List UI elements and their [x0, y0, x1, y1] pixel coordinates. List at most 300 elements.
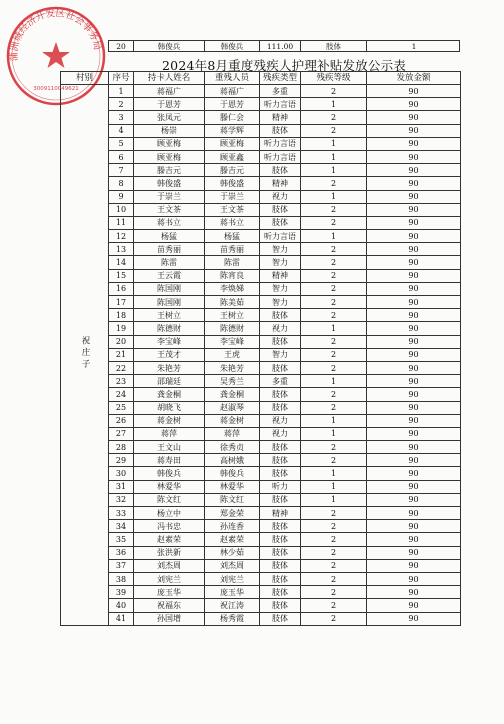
cell-amount: 90 [367, 230, 461, 243]
cell-disability-grade: 2 [301, 533, 367, 546]
cell-amount: 90 [367, 599, 461, 612]
table-row [61, 546, 461, 559]
table-row [61, 361, 461, 374]
cell-disability-type: 精神 [260, 111, 301, 124]
cell-seq: 2 [109, 98, 134, 111]
cell-amount: 90 [367, 124, 461, 137]
cell-disabled-person: 孙连香 [205, 520, 260, 533]
cell-disabled-person: 郑金荣 [205, 507, 260, 520]
cell-seq: 32 [109, 493, 134, 506]
cell-disabled-person: 蒋学辉 [205, 124, 260, 137]
cell-card-holder: 陈国刚 [134, 296, 205, 309]
cell-amount: 90 [367, 256, 461, 269]
cell-card-holder: 韩俊盛 [134, 177, 205, 190]
cell-amount: 90 [367, 361, 461, 374]
cell-seq: 25 [109, 401, 134, 414]
cell-seq: 5 [109, 137, 134, 150]
cell-amount: 90 [367, 533, 461, 546]
cell-seq: 21 [109, 348, 134, 361]
cell-disability-type: 肢体 [260, 599, 301, 612]
cell-card-holder: 顾亚梅 [134, 150, 205, 163]
cell-seq: 22 [109, 361, 134, 374]
cell-disabled-person: 于崇兰 [205, 190, 260, 203]
cell-amount: 90 [367, 586, 461, 599]
cell-disability-grade: 2 [301, 612, 367, 625]
cell-disabled-person: 蒋书立 [205, 216, 260, 229]
cell-amount: 90 [367, 507, 461, 520]
cell-card-holder: 林爱华 [134, 480, 205, 493]
cell-disability-type: 肢体 [260, 559, 301, 572]
cell-amount: 90 [367, 612, 461, 625]
table-row [61, 612, 461, 625]
table-row [61, 520, 461, 533]
cell-disabled-person: 蒋福广 [205, 85, 260, 98]
cell-card-holder: 龚金桐 [134, 388, 205, 401]
cell-disability-grade: 2 [301, 335, 367, 348]
cell-disability-type: 肢体 [260, 586, 301, 599]
cell-amount: 90 [367, 203, 461, 216]
cell-amount: 90 [367, 190, 461, 203]
cell-seq: 16 [109, 282, 134, 295]
cell-card-holder: 张洪新 [134, 546, 205, 559]
cell-disabled-person: 蒋萍 [205, 427, 260, 440]
cell-disabled-person: 吴秀兰 [205, 375, 260, 388]
cell-card-holder: 杨崇 [134, 124, 205, 137]
cell-seq: 31 [109, 480, 134, 493]
header-card-holder: 持卡人姓名 [134, 72, 205, 85]
cell-disability-type: 肢体 [260, 164, 301, 177]
table-row [61, 599, 461, 612]
cell-card-holder: 陈雷 [134, 256, 205, 269]
cell-card-holder: 李宝峰 [134, 335, 205, 348]
cell-seq: 11 [109, 216, 134, 229]
cell-disability-grade: 2 [301, 586, 367, 599]
cell-disability-grade: 2 [301, 243, 367, 256]
cell-card-holder: 祝福东 [134, 599, 205, 612]
cell-disability-type: 智力 [260, 282, 301, 295]
cell-seq: 10 [109, 203, 134, 216]
cell-disabled-person: 王文茶 [205, 203, 260, 216]
cell-disabled-person: 李宝峰 [205, 335, 260, 348]
table-row [61, 335, 461, 348]
cell-seq: 3 [109, 111, 134, 124]
table-header-row [61, 72, 461, 85]
cell-disability-grade: 1 [301, 322, 367, 335]
cell-disability-type: 视力 [260, 322, 301, 335]
cell-amount: 90 [367, 335, 461, 348]
cell-disability-grade: 2 [301, 269, 367, 282]
cell-disabled-person: 刘杰周 [205, 559, 260, 572]
cell-seq: 28 [109, 441, 134, 454]
cell-disability-grade: 2 [301, 111, 367, 124]
cell-card-holder: 刘宪兰 [134, 572, 205, 585]
cell-disability-type: 肢体 [260, 520, 301, 533]
cell-card-holder: 滕吉元 [134, 164, 205, 177]
cell-disabled-person: 杨猛 [205, 230, 260, 243]
cell-disabled-person: 滕仁会 [205, 111, 260, 124]
table-row [61, 190, 461, 203]
table-row [61, 454, 461, 467]
cell-disability-grade: 2 [301, 401, 367, 414]
cell-disabled-person: 林少茹 [205, 546, 260, 559]
table-row [61, 533, 461, 546]
cell-card-holder: 冯书忠 [134, 520, 205, 533]
prev-row-disabled: 韩俊兵 [205, 41, 260, 52]
cell-disabled-person: 刘宪兰 [205, 572, 260, 585]
cell-disability-grade: 1 [301, 190, 367, 203]
cell-card-holder: 顾亚梅 [134, 137, 205, 150]
cell-amount: 90 [367, 309, 461, 322]
cell-amount: 90 [367, 493, 461, 506]
cell-amount: 90 [367, 559, 461, 572]
table-row [61, 150, 461, 163]
cell-disability-type: 肢体 [260, 612, 301, 625]
cell-amount: 90 [367, 282, 461, 295]
cell-amount: 90 [367, 520, 461, 533]
cell-seq: 4 [109, 124, 134, 137]
cell-disabled-person: 王树立 [205, 309, 260, 322]
cell-amount: 90 [367, 243, 461, 256]
cell-disability-grade: 1 [301, 480, 367, 493]
cell-card-holder: 刘杰周 [134, 559, 205, 572]
cell-disability-type: 听力言语 [260, 230, 301, 243]
cell-disability-type: 智力 [260, 256, 301, 269]
cell-seq: 20 [109, 335, 134, 348]
cell-disability-grade: 2 [301, 559, 367, 572]
cell-card-holder: 张凤元 [134, 111, 205, 124]
cell-card-holder: 邵瑞廷 [134, 375, 205, 388]
cell-amount: 90 [367, 111, 461, 124]
cell-seq: 35 [109, 533, 134, 546]
cell-disability-grade: 2 [301, 256, 367, 269]
cell-disability-type: 精神 [260, 269, 301, 282]
cell-disability-type: 肢体 [260, 388, 301, 401]
cell-seq: 34 [109, 520, 134, 533]
cell-seq: 8 [109, 177, 134, 190]
cell-card-holder: 王茂才 [134, 348, 205, 361]
cell-amount: 90 [367, 296, 461, 309]
cell-card-holder: 蒋萍 [134, 427, 205, 440]
cell-disabled-person: 蒋金树 [205, 414, 260, 427]
cell-disability-grade: 2 [301, 124, 367, 137]
cell-seq: 17 [109, 296, 134, 309]
cell-disability-type: 视力 [260, 414, 301, 427]
cell-seq: 36 [109, 546, 134, 559]
cell-disability-type: 智力 [260, 348, 301, 361]
cell-amount: 90 [367, 388, 461, 401]
header-village: 村别 [61, 72, 109, 85]
cell-card-holder: 蒋寿田 [134, 454, 205, 467]
cell-disabled-person: 陈美茹 [205, 296, 260, 309]
table-row [61, 375, 461, 388]
table-row [61, 441, 461, 454]
cell-seq: 41 [109, 612, 134, 625]
document-title: 2024年8月重度残疾人护理补贴发放公示表 [162, 58, 406, 73]
cell-disability-grade: 2 [301, 85, 367, 98]
cell-disability-type: 听力言语 [260, 98, 301, 111]
cell-disabled-person: 徐秀贞 [205, 441, 260, 454]
cell-disability-type: 肢体 [260, 309, 301, 322]
cell-card-holder: 陈德财 [134, 322, 205, 335]
cell-disabled-person: 韩俊兵 [205, 467, 260, 480]
cell-disability-grade: 2 [301, 572, 367, 585]
cell-disability-grade: 2 [301, 388, 367, 401]
table-row [61, 414, 461, 427]
cell-amount: 90 [367, 269, 461, 282]
cell-disability-grade: 1 [301, 414, 367, 427]
cell-seq: 9 [109, 190, 134, 203]
table-row [61, 256, 461, 269]
cell-disability-type: 肢体 [260, 454, 301, 467]
cell-card-holder: 蒋福广 [134, 85, 205, 98]
cell-disability-type: 听力 [260, 480, 301, 493]
cell-disabled-person: 杨秀霞 [205, 612, 260, 625]
prev-row-grade: 1 [411, 42, 417, 51]
cell-seq: 1 [109, 85, 134, 98]
cell-seq: 27 [109, 427, 134, 440]
cell-disabled-person: 朱艳芳 [205, 361, 260, 374]
cell-seq: 12 [109, 230, 134, 243]
cell-disability-type: 肢体 [260, 441, 301, 454]
cell-seq: 30 [109, 467, 134, 480]
table-row [61, 98, 461, 111]
cell-seq: 6 [109, 150, 134, 163]
header-disability-type: 残疾类型 [260, 72, 301, 85]
header-disabled-person: 重残人员 [205, 72, 260, 85]
prev-row-type: 肢体 [301, 41, 367, 52]
cell-disability-grade: 1 [301, 164, 367, 177]
cell-disability-type: 肢体 [260, 124, 301, 137]
cell-amount: 90 [367, 348, 461, 361]
table-row [61, 388, 461, 401]
cell-disability-grade: 1 [301, 150, 367, 163]
cell-seq: 18 [109, 309, 134, 322]
cell-disability-grade: 2 [301, 507, 367, 520]
cell-disabled-person: 韩俊盛 [205, 177, 260, 190]
cell-disability-grade: 1 [301, 427, 367, 440]
table-row [61, 137, 461, 150]
cell-disability-type: 精神 [260, 177, 301, 190]
cell-seq: 38 [109, 572, 134, 585]
cell-seq: 14 [109, 256, 134, 269]
cell-disability-type: 多重 [260, 85, 301, 98]
cell-card-holder: 庞玉华 [134, 586, 205, 599]
table-row [61, 177, 461, 190]
cell-disabled-person: 庞玉华 [205, 586, 260, 599]
cell-seq: 40 [109, 599, 134, 612]
cell-disability-type: 智力 [260, 296, 301, 309]
cell-seq: 19 [109, 322, 134, 335]
cell-card-holder: 陈文红 [134, 493, 205, 506]
table-row [61, 269, 461, 282]
cell-amount: 90 [367, 467, 461, 480]
cell-disabled-person: 赵淑琴 [205, 401, 260, 414]
cell-amount: 90 [367, 454, 461, 467]
cell-disability-type: 肢体 [260, 467, 301, 480]
cell-disabled-person: 顾亚鑫 [205, 150, 260, 163]
cell-amount: 90 [367, 427, 461, 440]
table-row [61, 572, 461, 585]
header-amount: 发放金额 [367, 72, 461, 85]
cell-amount: 90 [367, 401, 461, 414]
cell-disability-grade: 1 [301, 375, 367, 388]
cell-seq: 37 [109, 559, 134, 572]
prev-row-seq: 20 [109, 41, 134, 52]
cell-card-holder: 孙国增 [134, 612, 205, 625]
cell-seq: 33 [109, 507, 134, 520]
table-row [61, 282, 461, 295]
cell-amount: 90 [367, 98, 461, 111]
table-row [61, 203, 461, 216]
cell-card-holder: 王云霞 [134, 269, 205, 282]
table-row [61, 401, 461, 414]
cell-disabled-person: 陈宵良 [205, 269, 260, 282]
table-row [61, 309, 461, 322]
cell-seq: 26 [109, 414, 134, 427]
table-row [61, 243, 461, 256]
table-row [61, 559, 461, 572]
cell-disabled-person: 王虎 [205, 348, 260, 361]
cell-disability-grade: 2 [301, 203, 367, 216]
table-row [61, 467, 461, 480]
header-seq: 序号 [109, 72, 134, 85]
cell-card-holder: 王文茶 [134, 203, 205, 216]
cell-amount: 90 [367, 572, 461, 585]
table-row [61, 586, 461, 599]
cell-disability-grade: 2 [301, 441, 367, 454]
subsidy-table [60, 71, 461, 626]
cell-disability-grade: 1 [301, 137, 367, 150]
cell-amount: 90 [367, 164, 461, 177]
cell-disability-type: 肢体 [260, 361, 301, 374]
cell-card-holder: 朱艳芳 [134, 361, 205, 374]
cell-seq: 13 [109, 243, 134, 256]
table-row [61, 427, 461, 440]
cell-card-holder: 赵素荣 [134, 533, 205, 546]
village-name: 祝庄子 [80, 336, 90, 371]
cell-disability-type: 听力言语 [260, 150, 301, 163]
cell-seq: 15 [109, 269, 134, 282]
cell-disability-grade: 1 [301, 467, 367, 480]
cell-disability-grade: 2 [301, 546, 367, 559]
cell-card-holder: 杨猛 [134, 230, 205, 243]
table-row [61, 85, 461, 98]
cell-disability-type: 肢体 [260, 533, 301, 546]
cell-disabled-person: 陈雷 [205, 256, 260, 269]
cell-amount: 90 [367, 85, 461, 98]
table-row [61, 111, 461, 124]
table-row [61, 164, 461, 177]
village-cell [61, 85, 109, 626]
cell-card-holder: 王树立 [134, 309, 205, 322]
cell-amount: 90 [367, 480, 461, 493]
cell-disability-type: 视力 [260, 190, 301, 203]
svg-text:3009110049621: 3009110049621 [33, 86, 79, 92]
table-row [61, 348, 461, 361]
cell-card-holder: 蒋金树 [134, 414, 205, 427]
cell-disability-type: 精神 [260, 507, 301, 520]
cell-card-holder: 于恩芳 [134, 98, 205, 111]
cell-disability-type: 听力言语 [260, 137, 301, 150]
cell-card-holder: 苗秀丽 [134, 243, 205, 256]
cell-amount: 90 [367, 216, 461, 229]
table-row [61, 230, 461, 243]
cell-disability-grade: 2 [301, 309, 367, 322]
table-row [61, 507, 461, 520]
cell-disabled-person: 李焕娣 [205, 282, 260, 295]
cell-disability-grade: 2 [301, 216, 367, 229]
cell-disability-grade: 2 [301, 520, 367, 533]
cell-amount: 90 [367, 322, 461, 335]
cell-disabled-person: 陈德财 [205, 322, 260, 335]
cell-disabled-person: 陈文红 [205, 493, 260, 506]
table-row [61, 480, 461, 493]
cell-card-holder: 胡晓飞 [134, 401, 205, 414]
cell-disability-grade: 2 [301, 348, 367, 361]
cell-card-holder: 杨立中 [134, 507, 205, 520]
cell-disability-type: 肢体 [260, 572, 301, 585]
cell-disability-type: 肢体 [260, 216, 301, 229]
cell-disability-type: 肢体 [260, 335, 301, 348]
previous-page-row [108, 40, 460, 52]
cell-disability-grade: 1 [301, 493, 367, 506]
cell-card-holder: 陈国刚 [134, 282, 205, 295]
cell-amount: 90 [367, 177, 461, 190]
cell-card-holder: 韩俊兵 [134, 467, 205, 480]
cell-amount: 90 [367, 137, 461, 150]
cell-disabled-person: 滕吉元 [205, 164, 260, 177]
cell-disability-grade: 2 [301, 282, 367, 295]
cell-disability-type: 肢体 [260, 203, 301, 216]
cell-amount: 90 [367, 375, 461, 388]
cell-seq: 39 [109, 586, 134, 599]
cell-amount: 90 [367, 441, 461, 454]
table-row [61, 493, 461, 506]
table-row [61, 322, 461, 335]
cell-disability-grade: 2 [301, 177, 367, 190]
cell-card-holder: 蒋书立 [134, 216, 205, 229]
cell-seq: 23 [109, 375, 134, 388]
cell-seq: 29 [109, 454, 134, 467]
cell-disabled-person: 苗秀丽 [205, 243, 260, 256]
cell-disability-type: 多重 [260, 375, 301, 388]
cell-card-holder: 于崇兰 [134, 190, 205, 203]
cell-disability-grade: 2 [301, 296, 367, 309]
prev-row-holder: 韩俊兵 [134, 41, 205, 52]
cell-disabled-person: 高树娥 [205, 454, 260, 467]
cell-disability-grade: 2 [301, 361, 367, 374]
cell-disabled-person: 祝江涛 [205, 599, 260, 612]
cell-disability-grade: 1 [301, 230, 367, 243]
prev-row-number: 111.00 [260, 41, 301, 52]
cell-disability-type: 智力 [260, 243, 301, 256]
cell-disability-grade: 2 [301, 599, 367, 612]
cell-seq: 7 [109, 164, 134, 177]
header-disability-grade: 残疾等级 [301, 72, 367, 85]
table-row [61, 216, 461, 229]
cell-seq: 24 [109, 388, 134, 401]
cell-disabled-person: 龚金桐 [205, 388, 260, 401]
cell-disability-type: 视力 [260, 427, 301, 440]
cell-amount: 90 [367, 414, 461, 427]
cell-amount: 90 [367, 150, 461, 163]
cell-card-holder: 王文山 [134, 441, 205, 454]
cell-disability-type: 肢体 [260, 493, 301, 506]
cell-disabled-person: 林爱华 [205, 480, 260, 493]
table-row [61, 296, 461, 309]
cell-disabled-person: 赵素荣 [205, 533, 260, 546]
cell-disabled-person: 于恩芳 [205, 98, 260, 111]
